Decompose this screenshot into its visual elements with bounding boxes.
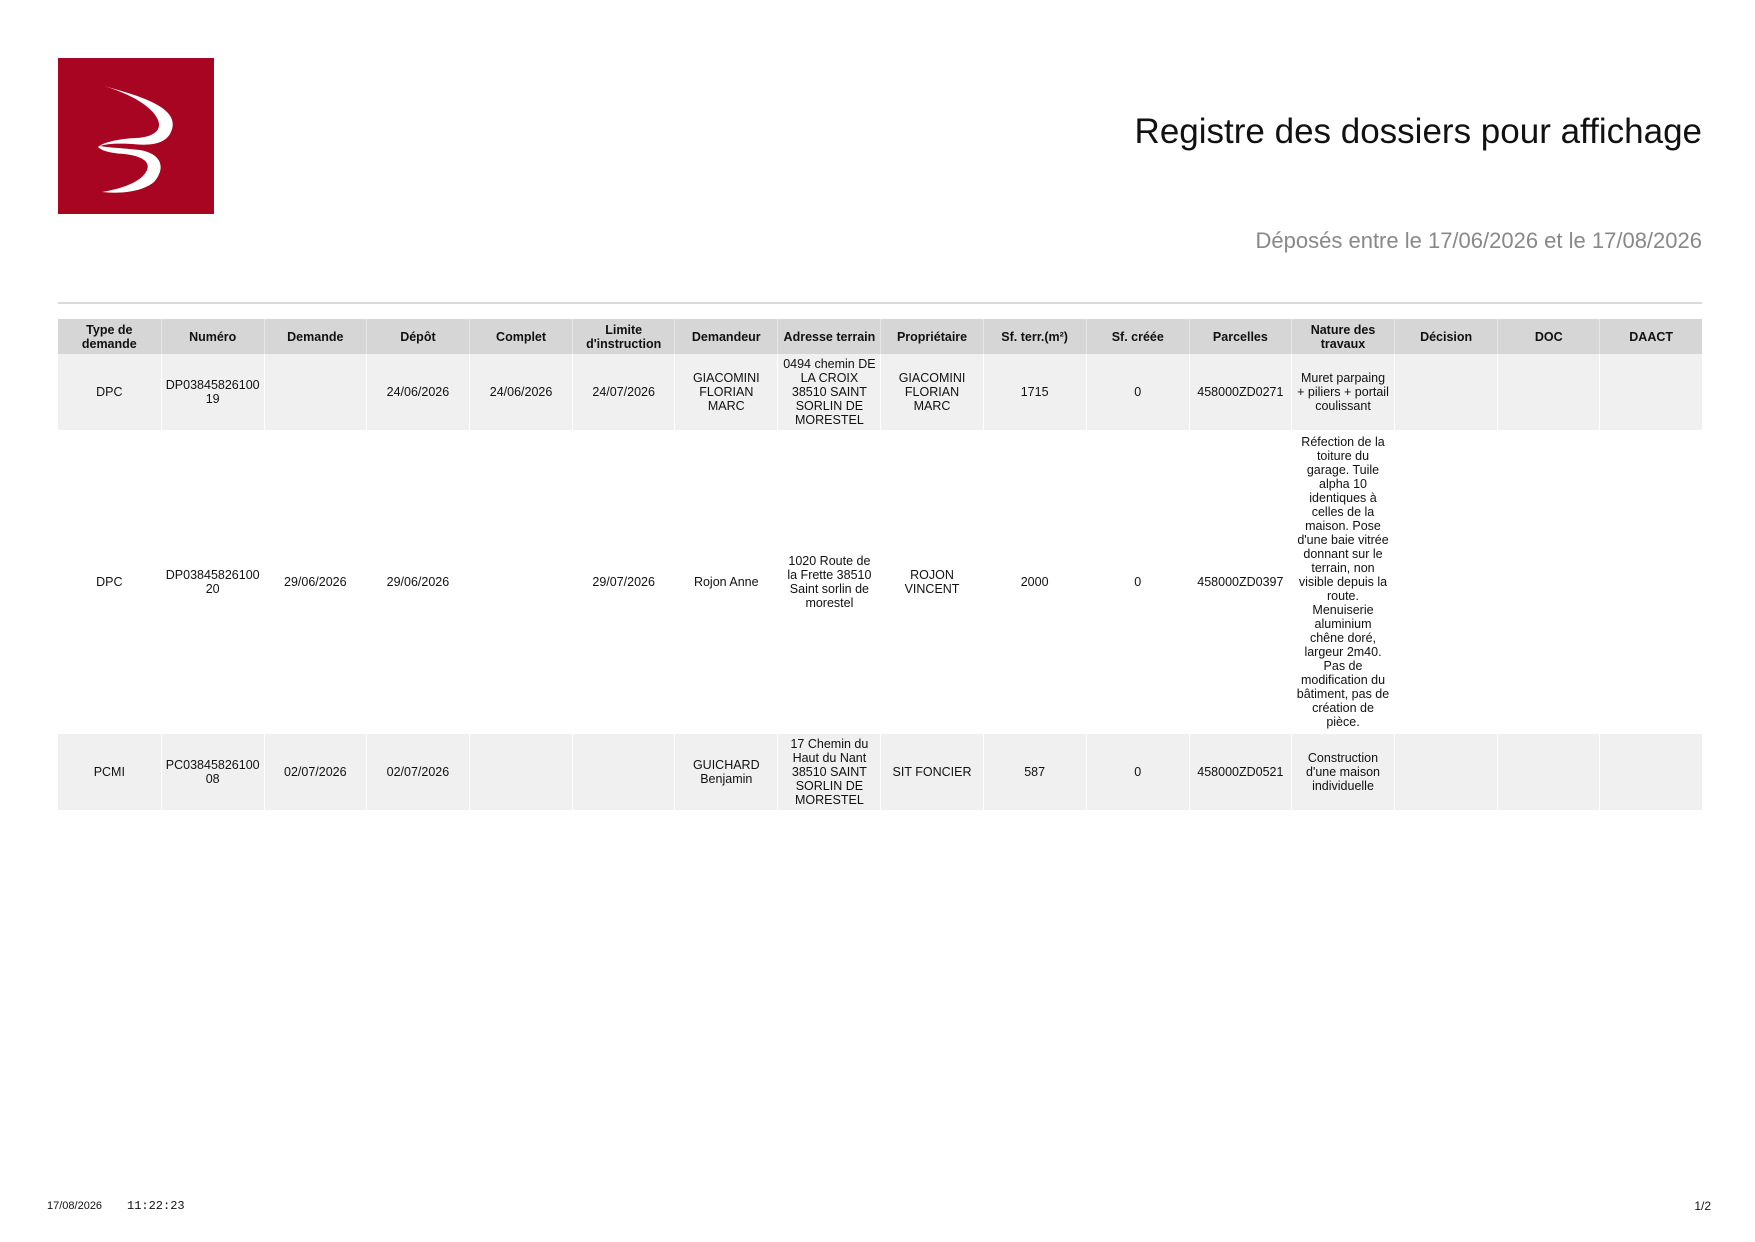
cell-limite: 24/07/2026 bbox=[573, 354, 675, 430]
cell-type: DPC bbox=[58, 430, 161, 734]
cell-parcelles: 458000ZD0397 bbox=[1189, 430, 1291, 734]
cell-sf-terr: 2000 bbox=[983, 430, 1086, 734]
cell-depot: 29/06/2026 bbox=[366, 430, 469, 734]
column-header: Demandeur bbox=[675, 319, 778, 354]
footer-date: 17/08/2026 bbox=[47, 1200, 103, 1212]
cell-nature: Réfection de la toiture du garage. Tuile alpha 10 identiques à celles de la maison. Pose d'une baie vitrée donnant sur le terrain, non visible depuis la route. Menuiserie aluminium chêne doré, largeur 2m40. Pas de modification du bâtiment, pas de création de pièce. bbox=[1291, 430, 1394, 734]
column-header: Propriétaire bbox=[881, 319, 983, 354]
header-divider bbox=[58, 302, 1702, 304]
cell-demandeur: GIACOMINI FLORIAN MARC bbox=[675, 354, 778, 430]
cell-decision bbox=[1395, 734, 1498, 810]
page-title: Registre des dossiers pour affichage bbox=[1134, 112, 1702, 151]
cell-demandeur: Rojon Anne bbox=[675, 430, 778, 734]
cell-numero: DP0384582610019 bbox=[161, 354, 264, 430]
cell-sf-terr: 587 bbox=[983, 734, 1086, 810]
column-header: Complet bbox=[469, 319, 572, 354]
cell-doc bbox=[1498, 354, 1600, 430]
cell-adresse: 0494 chemin DE LA CROIX 38510 SAINT SORLIN DE MORESTEL bbox=[778, 354, 881, 430]
cell-parcelles: 458000ZD0271 bbox=[1189, 354, 1291, 430]
cell-complet bbox=[469, 430, 572, 734]
cell-doc bbox=[1498, 430, 1600, 734]
cell-doc bbox=[1498, 734, 1600, 810]
cell-nature: Construction d'une maison individuelle bbox=[1291, 734, 1394, 810]
column-header: Sf. terr.(m²) bbox=[983, 319, 1086, 354]
column-header: DOC bbox=[1498, 319, 1600, 354]
column-header: Nature des travaux bbox=[1291, 319, 1394, 354]
cell-daact bbox=[1600, 430, 1702, 734]
column-header: Numéro bbox=[161, 319, 264, 354]
column-header: Demande bbox=[264, 319, 366, 354]
cell-depot: 02/07/2026 bbox=[366, 734, 469, 810]
column-header: Décision bbox=[1395, 319, 1498, 354]
cell-decision bbox=[1395, 354, 1498, 430]
cell-sf-creee: 0 bbox=[1086, 430, 1189, 734]
cell-parcelles: 458000ZD0521 bbox=[1189, 734, 1291, 810]
cell-type: DPC bbox=[58, 354, 161, 430]
column-header: Adresse terrain bbox=[778, 319, 881, 354]
column-header: Sf. créée bbox=[1086, 319, 1189, 354]
cell-sf-creee: 0 bbox=[1086, 354, 1189, 430]
cell-type: PCMI bbox=[58, 734, 161, 810]
page-number: 1/2 bbox=[1694, 1199, 1711, 1213]
cell-numero: PC0384582610008 bbox=[161, 734, 264, 810]
column-header: Parcelles bbox=[1189, 319, 1291, 354]
cell-demande: 02/07/2026 bbox=[264, 734, 366, 810]
cell-proprietaire: GIACOMINI FLORIAN MARC bbox=[881, 354, 983, 430]
dossiers-table bbox=[58, 319, 1702, 810]
table-row bbox=[58, 354, 1702, 430]
column-header: Limite d'instruction bbox=[573, 319, 675, 354]
column-header: Type de demande bbox=[58, 319, 161, 354]
cell-complet: 24/06/2026 bbox=[469, 354, 572, 430]
cell-decision bbox=[1395, 430, 1498, 734]
table-row bbox=[58, 734, 1702, 810]
cell-proprietaire: ROJON VINCENT bbox=[881, 430, 983, 734]
date-range-subtitle: Déposés entre le 17/06/2026 et le 17/08/2026 bbox=[1255, 228, 1702, 253]
cell-adresse: 17 Chemin du Haut du Nant 38510 SAINT SORLIN DE MORESTEL bbox=[778, 734, 881, 810]
table-row bbox=[58, 430, 1702, 734]
cell-sf-creee: 0 bbox=[1086, 734, 1189, 810]
table-header-row bbox=[58, 319, 1702, 354]
cell-demande: 29/06/2026 bbox=[264, 430, 366, 734]
cell-daact bbox=[1600, 354, 1702, 430]
cell-limite bbox=[573, 734, 675, 810]
swallow-logo-icon bbox=[58, 58, 214, 214]
footer-time: 11:22:23 bbox=[127, 1199, 185, 1213]
column-header: DAACT bbox=[1600, 319, 1702, 354]
cell-sf-terr: 1715 bbox=[983, 354, 1086, 430]
column-header: Dépôt bbox=[366, 319, 469, 354]
cell-nature: Muret parpaing + piliers + portail coulissant bbox=[1291, 354, 1394, 430]
logo bbox=[58, 58, 214, 214]
cell-daact bbox=[1600, 734, 1702, 810]
cell-numero: DP0384582610020 bbox=[161, 430, 264, 734]
cell-complet bbox=[469, 734, 572, 810]
cell-limite: 29/07/2026 bbox=[573, 430, 675, 734]
cell-demandeur: GUICHARD Benjamin bbox=[675, 734, 778, 810]
cell-depot: 24/06/2026 bbox=[366, 354, 469, 430]
cell-adresse: 1020 Route de la Frette 38510 Saint sorlin de morestel bbox=[778, 430, 881, 734]
cell-proprietaire: SIT FONCIER bbox=[881, 734, 983, 810]
cell-demande bbox=[264, 354, 366, 430]
